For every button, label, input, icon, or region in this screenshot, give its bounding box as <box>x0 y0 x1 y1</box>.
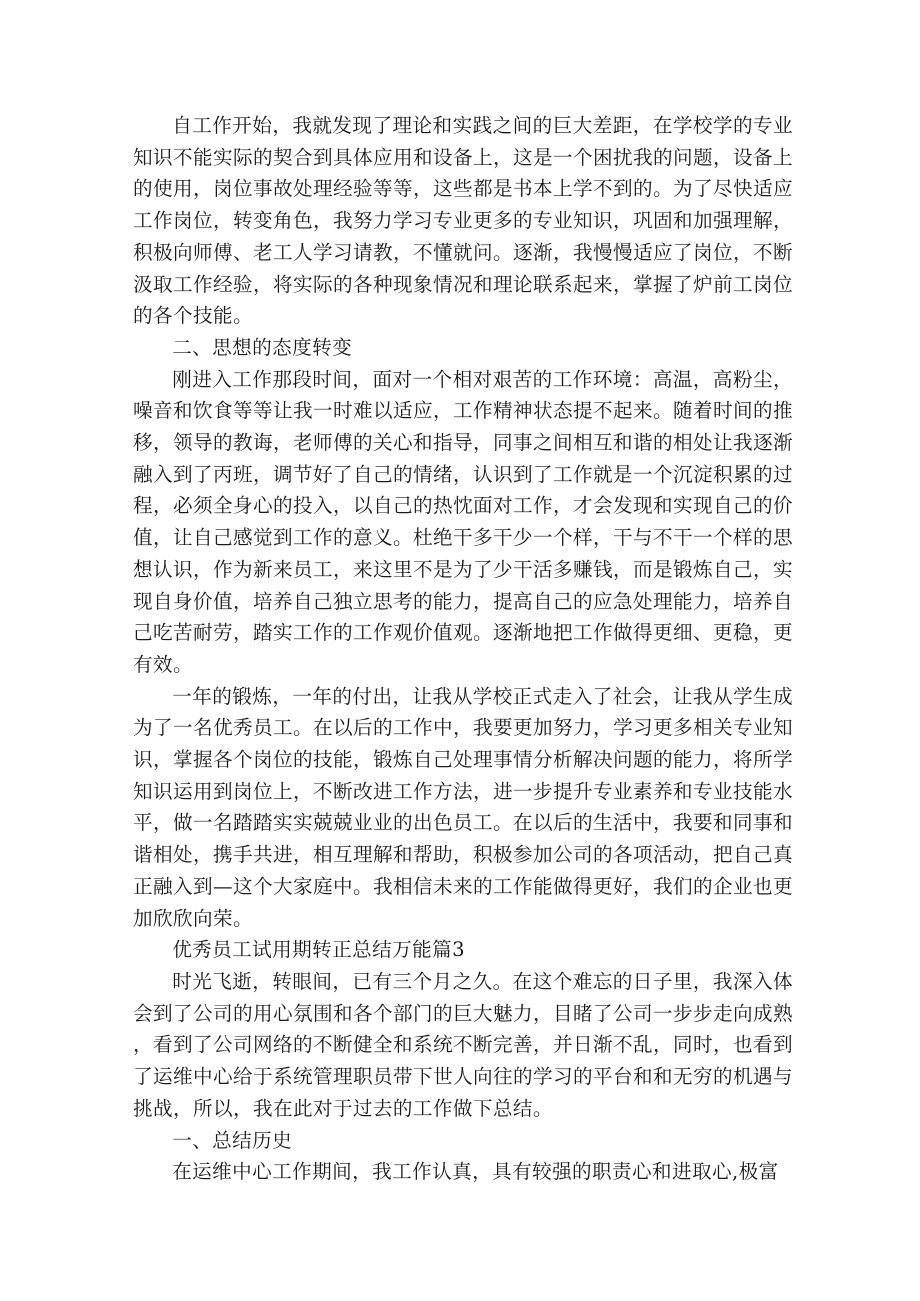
section-heading-attitude-change: 二、思想的态度转变 <box>172 335 353 359</box>
article-title-part3: 优秀员工试用期转正总结万能篇3 <box>172 938 465 962</box>
paragraph-one-year: 一年的锻炼，一年的付出，让我从学校正式走入了社会，让我从学生成为了一名优秀员工。在以后的工作中，我要更加努力，学习更多相关专业知识，掌握各个岗位的技能，锻炼自己处理事情分析解决问题的能力，将所学知识运用到岗位上，不断改进工作方法，进一步提升专业素养和专业技能水平，做一名踏踏实实兢兢业业的出色员工。在以后的生活中，我要和同事和谐相处，携手共进，相互理解和帮助，积极参加公司的各项活动，把自己真正融入到—这个大家庭中。我相信未来的工作能做得更好，我们的企业也更加欣欣向荣。 <box>133 684 793 930</box>
paragraph-time-flies: 时光飞逝，转眼间，已有三个月之久。在这个难忘的日子里，我深入体会到了公司的用心氛围和各个部门的巨大魅力，目睹了公司一步步走向成熟，看到了公司网络的不断健全和系统不断完善，并日渐不乱，同时，也看到了运维中心给于系统管理职员带下世人向往的学习的平台和和无穷的机遇与挑战，所以，我在此对于过去的工作做下总结。 <box>133 969 793 1120</box>
paragraph-ops-center: 在运维中心工作期间，我工作认真，具有较强的职责心和进取心,极富 <box>172 1160 779 1184</box>
paragraph-attitude: 刚进入工作那段时间，面对一个相对艰苦的工作环境：高温，高粉尘，噪音和饮食等等让我一时难以适应，工作精神状态提不起来。随着时间的推移，领导的教诲，老师傅的关心和指导，同事之间相互和谐的相处让我逐渐融入到了丙班，调节好了自己的情绪，认识到了工作就是一个沉淀积累的过程，必须全身心的投入，以自己的热忱面对工作，才会发现和实现自己的价值，让自己感觉到工作的意义。杜绝干多干少一个样，干与不干一个样的思想认识，作为新来员工，来这里不是为了少干活多赚钱，而是锻炼自己，实现自身价值，培养自己独立思考的能力，提高自己的应急处理能力，培养自己吃苦耐劳，踏实工作的工作观价值观。逐渐地把工作做得更细、更稳，更有效。 <box>133 367 793 676</box>
paragraph-work-start: 自工作开始，我就发现了理论和实践之间的巨大差距，在学校学的专业知识不能实际的契合到具体应用和设备上，这是一个困扰我的问题，设备上的使用，岗位事故处理经验等等，这些都是书本上学不到的。为了尽快适应工作岗位，转变角色，我努力学习专业更多的专业知识，巩固和加强理解，积极向师傅、老工人学习请教，不懂就问。逐渐，我慢慢适应了岗位，不断汲取工作经验，将实际的各种现象情况和理论联系起来，掌握了炉前工岗位的各个技能。 <box>133 114 793 328</box>
section-heading-history: 一、总结历史 <box>172 1128 293 1152</box>
document-body <box>133 110 793 1188</box>
